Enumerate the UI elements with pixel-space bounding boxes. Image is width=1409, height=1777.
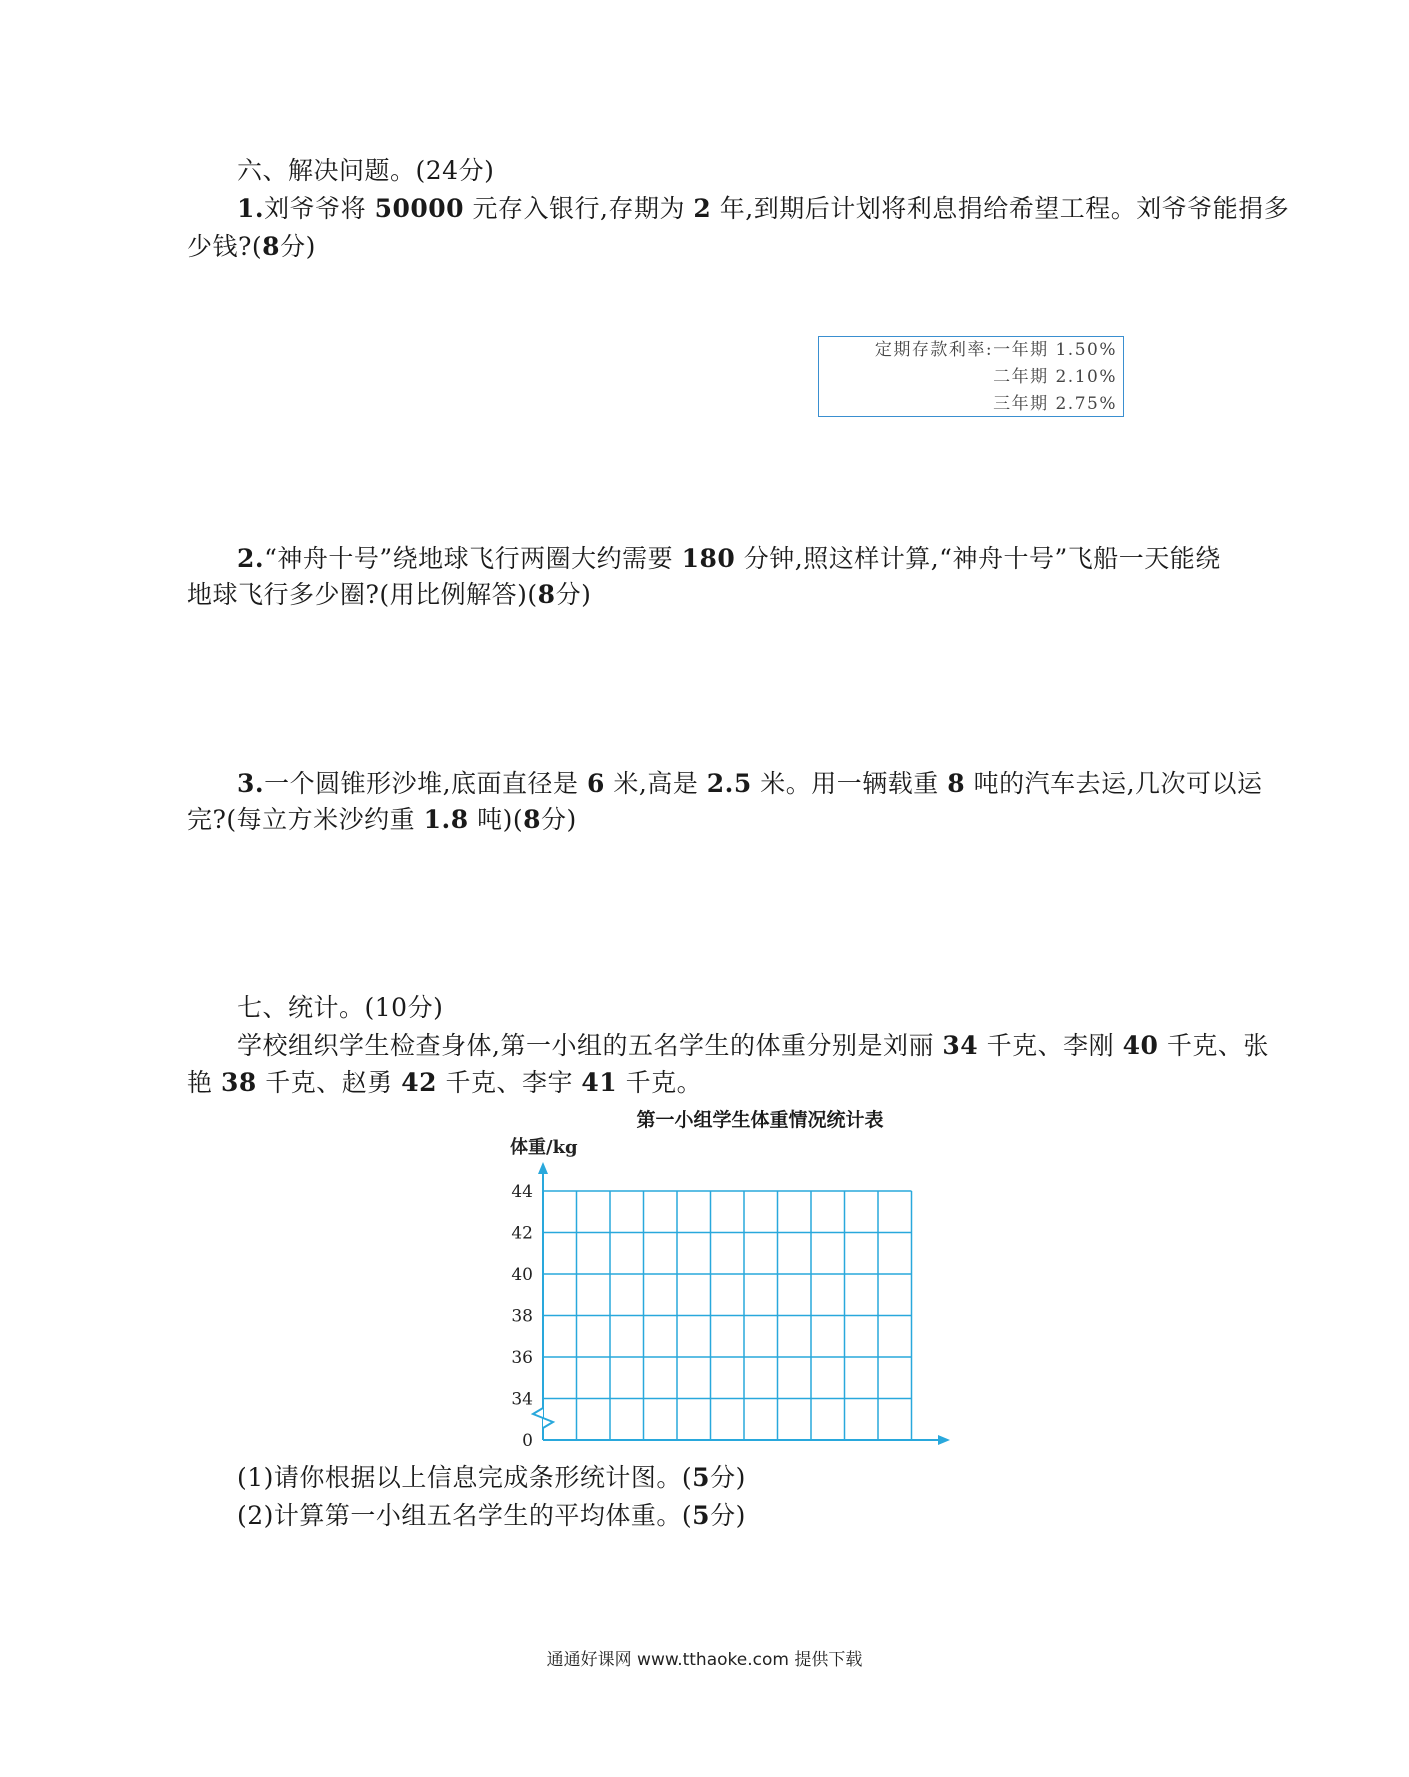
weight-bar-chart: [490, 1130, 970, 1460]
statistics-intro-line-1: 学校组织学生检查身体,第一小组的五名学生的体重分别是刘丽 34 千克、李刚 40 千克、张: [237, 1031, 1269, 1060]
y-tick-label: 40: [511, 1265, 533, 1285]
question-3-line-1: 3.一个圆锥形沙堆,底面直径是 6 米,高是 2.5 米。用一辆载重 8 吨的汽车去运,几次可以运: [237, 769, 1263, 798]
y-tick-label: 34: [511, 1389, 533, 1410]
statistics-intro-line-2: 艳 38 千克、赵勇 42 千克、李宇 41 千克。: [187, 1068, 703, 1097]
footer-source: 通通好课网 www.tthaoke.com 提供下载: [546, 1650, 863, 1670]
y-tick-label: 38: [511, 1306, 533, 1327]
y-tick-label: 36: [511, 1348, 533, 1368]
rate-row-2: 二年期 2.10%: [993, 367, 1117, 387]
rate-row-1: 定期存款利率:一年期 1.50%: [874, 340, 1117, 360]
y-tick-label: 42: [511, 1223, 533, 1244]
section-7-heading: 七、统计。(10分): [237, 993, 444, 1022]
sub-question-2: (2)计算第一小组五名学生的平均体重。(5分): [237, 1501, 746, 1530]
y-tick-label: 44: [511, 1182, 533, 1202]
question-2-line-1: 2.“神舟十号”绕地球飞行两圈大约需要 180 分钟,照这样计算,“神舟十号”飞船一天能绕: [237, 544, 1221, 573]
question-1-line-2: 少钱?(8分): [187, 232, 316, 261]
axis-break-mark: [533, 1408, 553, 1428]
interest-rate-box: [818, 336, 1124, 417]
y-axis-label: 体重/kg: [510, 1137, 578, 1158]
y-tick-label: 0: [522, 1431, 533, 1451]
chart-grid: [543, 1191, 912, 1440]
rate-row-3: 三年期 2.75%: [993, 394, 1117, 414]
chart-title: 第一小组学生体重情况统计表: [636, 1109, 884, 1131]
x-axis: [543, 1435, 950, 1445]
question-3-line-2: 完?(每立方米沙约重 1.8 吨)(8分): [187, 805, 577, 834]
y-tick-labels: [511, 1182, 533, 1451]
question-1-line-1: 1.刘爷爷将 50000 元存入银行,存期为 2 年,到期后计划将利息捐给希望工程。刘爷爷能捐多: [237, 194, 1290, 223]
question-2-line-2: 地球飞行多少圈?(用比例解答)(8分): [187, 580, 592, 609]
sub-question-1: (1)请你根据以上信息完成条形统计图。(5分): [237, 1463, 746, 1492]
section-6-heading: 六、解决问题。(24分): [237, 156, 495, 185]
